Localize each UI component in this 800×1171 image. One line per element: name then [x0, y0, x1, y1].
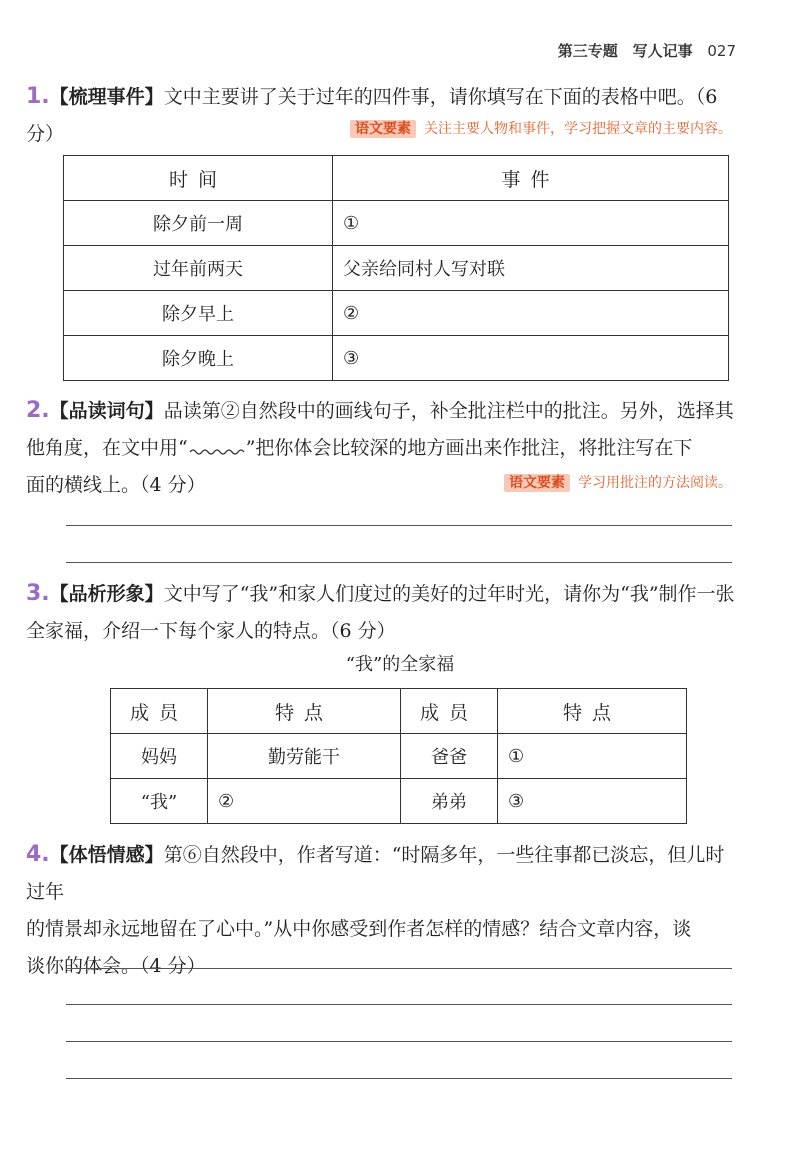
wavy-underline-icon	[188, 442, 246, 456]
page-header	[558, 40, 736, 61]
requirement-text: 学习用批注的方法阅读。	[578, 475, 732, 491]
time-cell: 过年前两天	[64, 246, 333, 291]
event-cell[interactable]: ③	[333, 336, 729, 381]
trait-cell[interactable]: ②	[208, 779, 401, 824]
question-text-line1: 文中写了“我”和家人们度过的美好的过年时光，请你为“我”制作一张	[163, 583, 735, 605]
event-cell: 父亲给同村人写对联	[333, 246, 729, 291]
section-title: 写人记事	[632, 42, 693, 60]
family-table	[110, 688, 687, 824]
question-number: 1.	[26, 84, 50, 109]
question-text: 文中主要讲了关于过年的四件事，请你填写在下面的表格中吧。（6 分）	[26, 86, 718, 145]
time-cell: 除夕前一周	[64, 201, 333, 246]
question-number: 3.	[26, 581, 50, 606]
answer-line[interactable]	[66, 562, 732, 563]
table-row	[111, 734, 687, 779]
question-number: 4.	[26, 842, 50, 867]
answer-line[interactable]	[66, 1004, 732, 1005]
member-cell: 弟弟	[401, 779, 498, 824]
requirement-badge: 语文要素	[504, 474, 570, 492]
table-header-trait: 特点	[498, 689, 687, 734]
member-cell: “我”	[111, 779, 208, 824]
question-tag: 【梳理事件】	[49, 86, 164, 108]
question-text-line3: 面的横线上。（4 分）	[26, 474, 206, 496]
trait-cell[interactable]: ③	[498, 779, 687, 824]
table-row	[64, 201, 729, 246]
page-number: 027	[707, 42, 736, 60]
events-table	[63, 155, 729, 381]
event-cell[interactable]: ②	[333, 291, 729, 336]
table-row	[64, 291, 729, 336]
requirement-text: 关注主要人物和事件，学习把握文章的主要内容。	[424, 121, 732, 137]
question-tag: 【体悟情感】	[49, 844, 164, 866]
question-tag: 【品读词句】	[49, 400, 164, 422]
table-row	[64, 336, 729, 381]
answer-line[interactable]	[66, 525, 732, 526]
requirement-1	[350, 118, 732, 138]
question-tag: 【品析形象】	[49, 583, 164, 605]
member-cell: 爸爸	[401, 734, 498, 779]
time-cell: 除夕晚上	[64, 336, 333, 381]
member-cell: 妈妈	[111, 734, 208, 779]
question-text-line3: 谈你的体会。（4 分）	[26, 955, 206, 977]
table-header-member: 成员	[401, 689, 498, 734]
trait-cell: 勤劳能干	[208, 734, 401, 779]
section-label: 第三专题	[557, 42, 618, 60]
table-header-member: 成员	[111, 689, 208, 734]
question-text-line1: 第⑥自然段中，作者写道：“时隔多年，一些往事都已淡忘，但儿时过年	[26, 844, 725, 903]
table-caption: “我”的全家福	[345, 654, 455, 675]
time-cell: 除夕早上	[64, 291, 333, 336]
question-3	[26, 575, 736, 650]
answer-line[interactable]	[66, 968, 732, 969]
question-text-line2b: ”把你体会比较深的地方画出来作批注，将批注写在下	[245, 437, 693, 459]
requirement-badge: 语文要素	[350, 120, 416, 138]
table-header-time: 时间	[64, 156, 333, 201]
event-cell[interactable]: ①	[333, 201, 729, 246]
requirement-2	[504, 472, 732, 492]
answer-line[interactable]	[66, 1078, 732, 1079]
table-row	[64, 246, 729, 291]
trait-cell[interactable]: ①	[498, 734, 687, 779]
question-text-line2a: 他角度，在文中用“	[26, 437, 188, 459]
question-number: 2.	[26, 398, 50, 423]
answer-line[interactable]	[66, 1041, 732, 1042]
question-text-line2: 全家福，介绍一下每个家人的特点。（6 分）	[26, 620, 396, 642]
question-text-line2: 的情景却永远地留在了心中。”从中你感受到作者怎样的情感？结合文章内容，谈	[26, 918, 692, 940]
question-1	[26, 78, 736, 153]
question-text-line1: 品读第②自然段中的画线句子，补全批注栏中的批注。另外，选择其	[163, 400, 734, 422]
table-row	[111, 779, 687, 824]
table-header-trait: 特点	[208, 689, 401, 734]
table-header-event: 事件	[333, 156, 729, 201]
question-4	[26, 836, 736, 985]
